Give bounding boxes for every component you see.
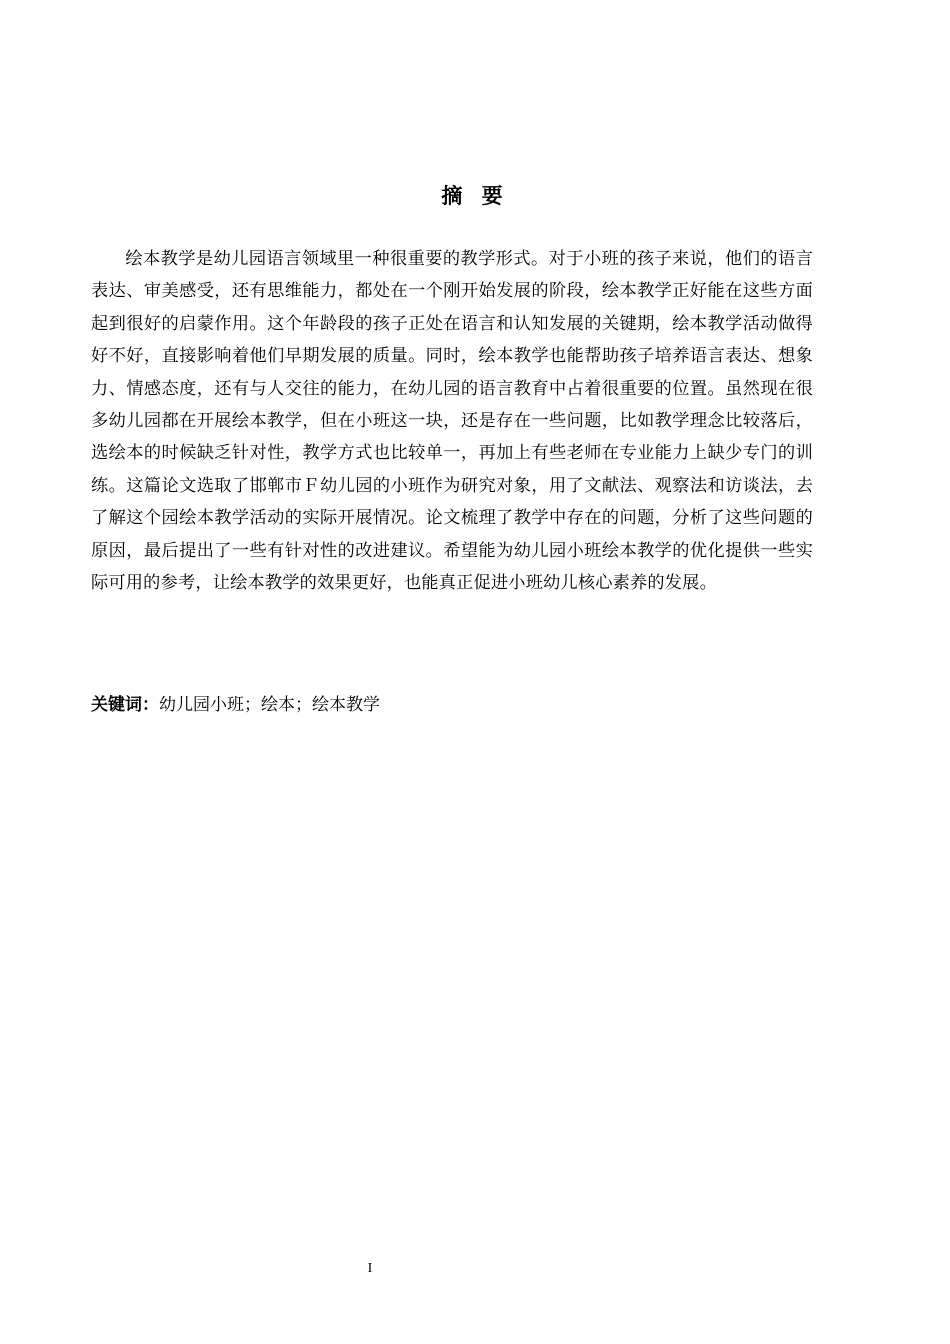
abstract-title: 摘 要 — [441, 184, 509, 208]
abstract-paragraph: 绘本教学是幼儿园语言领域里一种很重要的教学形式。对于小班的孩子来说，他们的语言表达、审美感受，还有思维能力，都处在一个刚开始发展的阶段，绘本教学正好能在这些方面起到很好的启蒙作用。这个年龄段的孩子正处在语言和认知发展的关键期，绘本教学活动做得好不好，直接影响着他们早期发展的质量。同时，绘本教学也能帮助孩子培养语言表达、想象力、情感态度，还有与人交往的能力，在幼儿园的语言教育中占着很重要的位置。虽然现在很多幼儿园都在开展绘本教学，但在小班这一块，还是存在一些问题，比如教学理念比较落后，选绘本的时候缺乏针对性，教学方式也比较单一，再加上有些老师在专业能力上缺少专门的训练。这篇论文选取了邯郸市Ｆ幼儿园的小班作为研究对象，用了文献法、观察法和访谈法，去了解这个园绘本教学活动的实际开展情况。论文梳理了教学中存在的问题，分析了这些问题的原因，最后提出了一些有针对性的改进建议。希望能为幼儿园小班绘本教学的优化提供一些实际可用的参考，让绘本教学的效果更好，也能真正促进小班幼儿核心素养的发展。 — [91, 249, 813, 594]
keywords-line — [91, 689, 813, 721]
keywords-label: 关键词： — [91, 695, 159, 715]
keywords-text: 幼儿园小班；绘本；绘本教学 — [159, 695, 380, 715]
page-number: I — [367, 1261, 373, 1276]
